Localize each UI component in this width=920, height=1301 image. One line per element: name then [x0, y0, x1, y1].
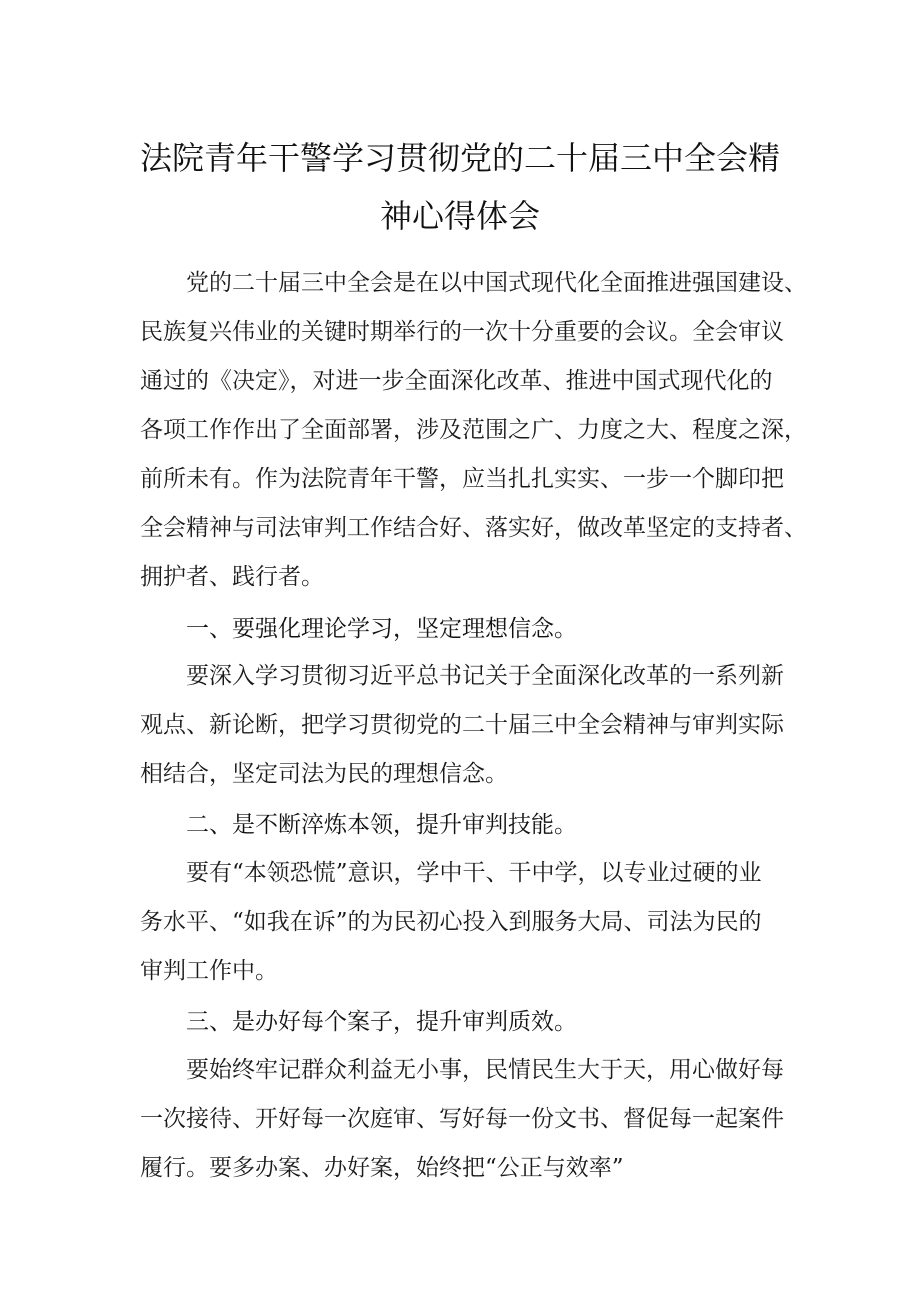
intro-line: 党的二十届三中全会是在以中国式现代化全面推进强国建设、 [186, 270, 807, 296]
section-3-line: 要始终牢记群众利益无小事，民情民生大于天，用心做好每 [186, 1057, 784, 1083]
section-1-line: 观点、新论断，把学习贯彻党的二十届三中全会精神与审判实际 [140, 712, 784, 738]
intro-line: 全会精神与司法审判工作结合好、落实好，做改革坚定的支持者、 [140, 515, 807, 541]
section-2-line: 要有“本领恐慌”意识，学中干、干中学，以专业过硬的业 [186, 860, 762, 886]
section-1-line: 相结合，坚定司法为民的理想信念。 [140, 761, 508, 787]
section-2-heading: 二、是不断淬炼本领，提升审判技能。 [186, 812, 577, 838]
section-2-line: 务水平、“如我在诉”的为民初心投入到服务大局、司法为民的 [140, 909, 762, 935]
intro-line: 通过的《决定》，对进一步全面深化改革、推进中国式现代化的 [140, 368, 773, 394]
intro-line: 各项工作作出了全面部署，涉及范围之广、力度之大、程度之深， [140, 417, 807, 443]
document-title-line-2: 神心得体会 [379, 197, 540, 235]
section-1-heading: 一、要强化理论学习，坚定理想信念。 [186, 616, 577, 642]
intro-line: 民族复兴伟业的关键时期举行的一次十分重要的会议。全会审议 [140, 319, 784, 345]
section-3-line: 履行。要多办案、办好案，始终把“公正与效率” [140, 1155, 624, 1181]
section-3-line: 一次接待、开好每一次庭审、写好每一份文书、督促每一起案件 [140, 1106, 784, 1132]
intro-line: 前所未有。作为法院青年干警，应当扎扎实实、一步一个脚印把 [140, 466, 784, 492]
section-2-line: 审判工作中。 [140, 958, 278, 984]
section-3-heading: 三、是办好每个案子，提升审判质效。 [186, 1009, 577, 1035]
intro-line: 拥护者、践行者。 [140, 564, 324, 590]
document-title-line-1: 法院青年干警学习贯彻党的二十届三中全会精 [139, 139, 780, 177]
section-1-line: 要深入学习贯彻习近平总书记关于全面深化改革的一系列新 [186, 663, 784, 689]
